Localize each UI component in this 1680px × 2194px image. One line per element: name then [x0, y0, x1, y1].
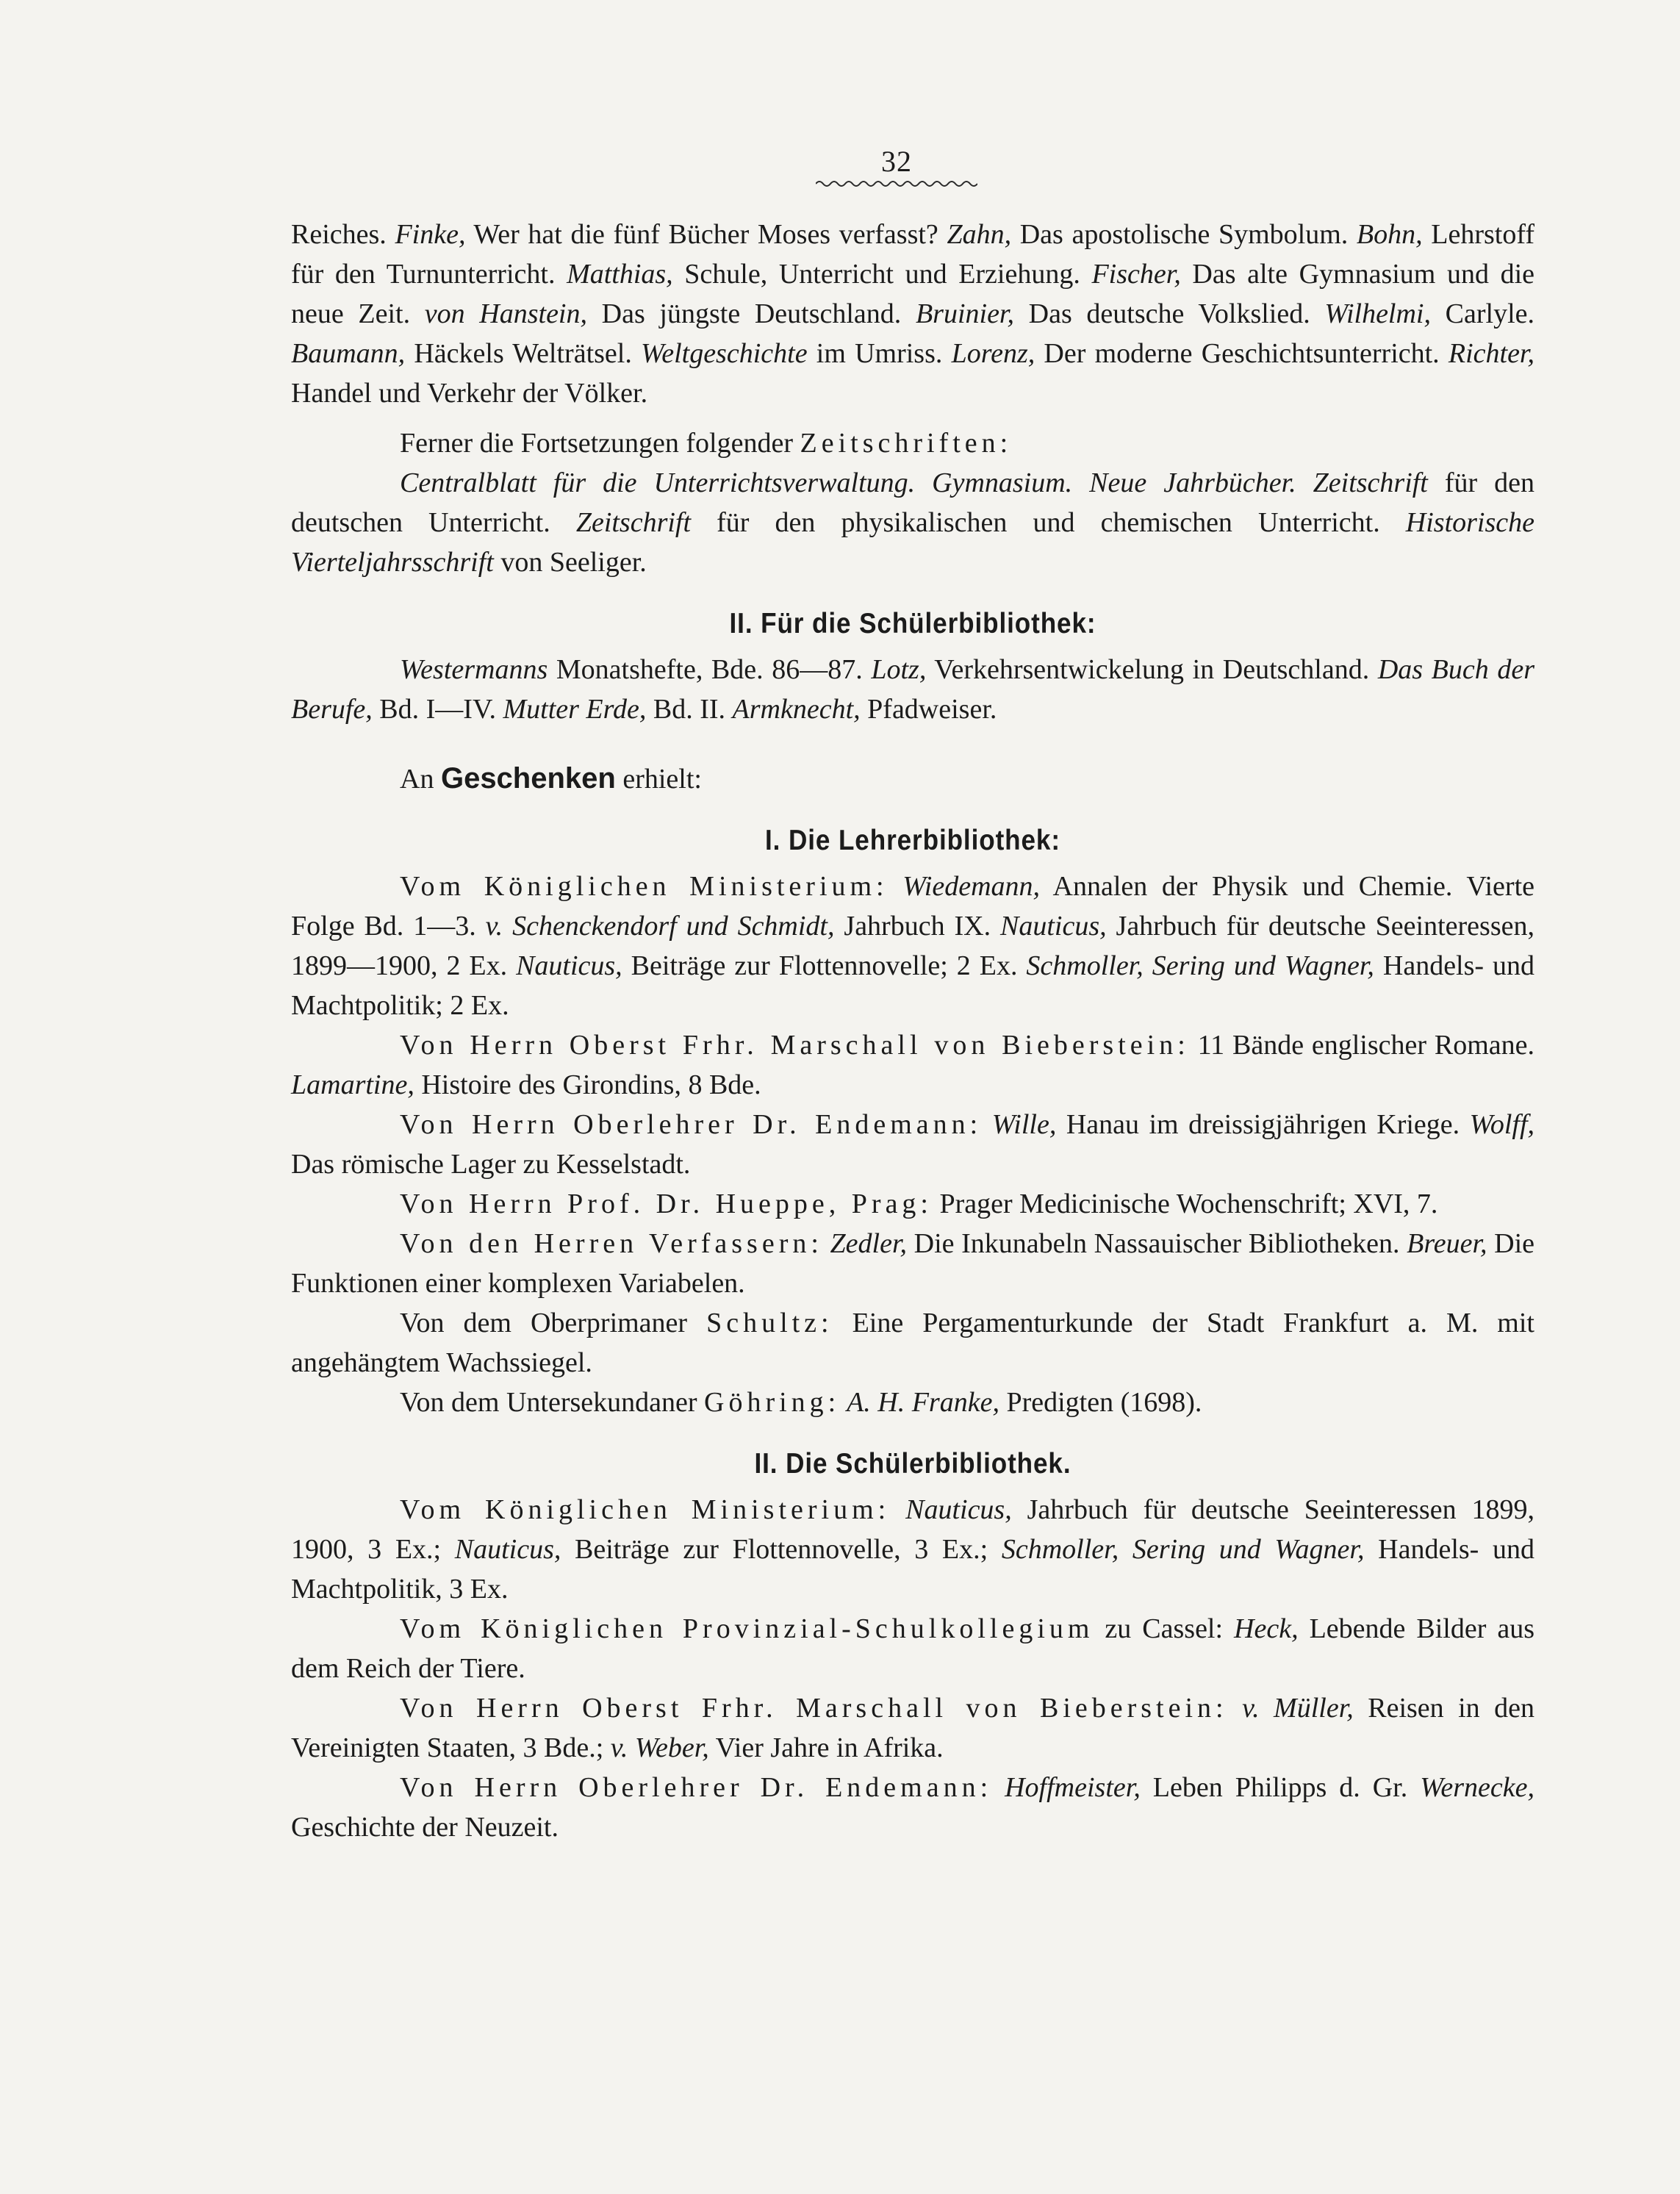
text-run: Ferner die Fortsetzungen folgender [400, 428, 800, 459]
author-name: Bohn, [1356, 219, 1423, 250]
donor-name: Von Herrn Prof. Dr. Hueppe, Prag: [400, 1189, 933, 1219]
author-name: Hoffmeister, [992, 1772, 1141, 1803]
text-run: Jahrbuch IX. [834, 911, 1000, 942]
paragraph-geschenke [291, 759, 1534, 799]
text-run: Das apostolische Symbolum. [1011, 219, 1357, 250]
author-name: Richter, [1448, 338, 1535, 369]
text-run: Jahrbuch für deutsche Seeinteressen 1899, 1900, 3 Ex.; [291, 1494, 1534, 1565]
text-run: Pfadweiser. [860, 694, 997, 725]
text-run: zu Cassel: [1094, 1613, 1235, 1644]
donation-entry [291, 1609, 1534, 1688]
paragraph-journals [291, 463, 1534, 582]
text-run: Das jüngste Deutschland. [587, 298, 916, 329]
author-name: Wilhelmi, [1324, 298, 1431, 329]
author-name: Zedler, [822, 1228, 908, 1259]
donation-entry [291, 1490, 1534, 1609]
author-name: Wille, [982, 1109, 1057, 1140]
text-run: erhielt: [615, 764, 702, 795]
text-run: Leben Philipps d. Gr. [1140, 1772, 1421, 1803]
text-run: Bd. II. [646, 694, 733, 725]
author-name: Baumann, [291, 338, 406, 369]
author-name: v. Weber, [610, 1732, 709, 1763]
donation-entry [291, 867, 1534, 1025]
text-run: Carlyle. [1431, 298, 1535, 329]
text-run: Prager Medicinische Wochenschrift; XVI, 7. [933, 1189, 1438, 1219]
book-title: Mutter Erde, [503, 694, 647, 725]
section-heading-lehrerbibliothek: I. Die Lehrerbibliothek: [765, 825, 1060, 856]
author-name: Wernecke, [1420, 1772, 1534, 1803]
author-name: Zahn, [947, 219, 1012, 250]
paragraph-continuation [291, 215, 1534, 413]
donation-entry [291, 1184, 1534, 1224]
page-number-block [801, 144, 992, 189]
text-run: Eine Pergamenturkunde der Stadt Frankfurt a. M. mit angehängtem Wachssiegel. [291, 1308, 1534, 1378]
journal-title: Centralblatt für die Unterrichtsverwaltung. Gymnasium. Neue Jahrbücher. Zeitschrift [400, 467, 1428, 498]
author-name: Weltgeschichte [641, 338, 808, 369]
author-name: Wiedemann, [888, 871, 1041, 902]
author-name: Breuer, [1407, 1228, 1487, 1259]
author-name: v. Müller, [1227, 1693, 1354, 1724]
bold-term: Geschenken [440, 762, 616, 795]
text-run: Beiträge zur Flottennovelle; 2 Ex. [622, 950, 1027, 981]
text-run: Bd. I—IV. [372, 694, 503, 725]
donation-entry [291, 1025, 1534, 1105]
author-name: Heck, [1234, 1613, 1299, 1644]
section-heading-schuelerbibliothek: II. Für die Schülerbibliothek: [729, 608, 1096, 639]
paragraph-ferner [291, 423, 1534, 463]
text-run: von Seeliger. [493, 547, 647, 578]
donor-name: Schultz: [706, 1308, 833, 1338]
text-run: Lehrstoff für den Turnunterricht. [291, 219, 1534, 290]
text-run: Vier Jahre in Afrika. [708, 1732, 944, 1763]
author-name: Fischer, [1091, 259, 1181, 290]
donor-name: Vom Königlichen Ministerium: [400, 871, 889, 902]
spaced-term: Zeitschriften [800, 428, 1000, 459]
author-name: Nauticus, [890, 1494, 1012, 1525]
page-body [291, 215, 1534, 1847]
text-run: im Umriss. [807, 338, 952, 369]
text-run: Verkehrsentwickelung in Deutschland. [926, 654, 1378, 685]
donor-name: Vom Königlichen Ministerium: [400, 1494, 891, 1525]
text-run: Handels- und Machtpolitik; 2 Ex. [291, 950, 1535, 1021]
book-title: Das Buch der Berufe, [291, 654, 1535, 725]
author-name: Lamartine, [291, 1069, 414, 1100]
text-run: An [400, 764, 441, 795]
donation-entry [291, 1224, 1534, 1303]
text-run: 11 Bände englischer Romane. [1189, 1030, 1534, 1061]
donation-entry [291, 1688, 1534, 1768]
section-heading-schuelerbibliothek-2: II. Die Schülerbibliothek. [754, 1448, 1071, 1480]
text-run: Annalen der Physik und Chemie. Vierte Folge Bd. 1—3. [291, 871, 1534, 942]
journal-title: Zeitschrift [575, 507, 692, 538]
author-name: Schmoller, Sering [1026, 950, 1225, 981]
donor-name: Von Herrn Oberlehrer Dr. Endemann: [400, 1772, 993, 1803]
journal-title: Historische Vierteljahrsschrift [291, 507, 1535, 578]
text-run: Reisen in den Vereinigten Staaten, 3 Bde.; [291, 1693, 1534, 1763]
page-number: 32 [881, 145, 912, 178]
donor-name: Vom Königlichen Provinzial-Schulkollegium [400, 1613, 1094, 1644]
text-run: Beiträge zur Flottennovelle, 3 Ex.; [561, 1534, 1002, 1565]
text-run: Handel und Verkehr der Völker. [291, 378, 648, 409]
text-run: Reiches. [291, 219, 395, 250]
text-run: Monatshefte, Bde. 86—87. [548, 654, 872, 685]
author-name: Wolff, [1469, 1109, 1534, 1140]
donor-name: Von den Herren Verfassern: [400, 1228, 823, 1259]
text-run: Die Inkunabeln Nassauischer Bibliotheken. [907, 1228, 1407, 1259]
author-name: A. H. Franke, [840, 1387, 999, 1418]
author-name: Finke, [395, 219, 466, 250]
donation-entry [291, 1105, 1534, 1184]
author-name: Bruinier, [915, 298, 1015, 329]
text-run: Geschichte der Neuzeit. [291, 1812, 559, 1843]
paragraph-schueler-1 [291, 650, 1534, 729]
text-run: Handels- und Machtpolitik, 3 Ex. [291, 1534, 1534, 1605]
text-run: Häckels Welträtsel. [405, 338, 642, 369]
author-name: Nauticus, [454, 1534, 561, 1565]
donation-entry [291, 1303, 1534, 1383]
text-run: Die Funktionen einer komplexen Variabelen. [291, 1228, 1535, 1299]
donor-name: Göhring: [704, 1387, 841, 1418]
text-run: Hanau im dreissigjährigen Kriege. [1056, 1109, 1470, 1140]
author-name: v. Schenckendorf und Schmidt, [485, 911, 835, 942]
text-run: Lebende Bilder aus dem Reich der Tiere. [291, 1613, 1535, 1684]
author-name: von Hanstein, [424, 298, 587, 329]
text-run: Jahrbuch für deutsche Seeinteressen, 1899—1900, 2 Ex. [291, 911, 1534, 981]
text-run: Das deutsche Volkslied. [1014, 298, 1325, 329]
text-run: Wer hat die fünf Bücher Moses verfasst? [465, 219, 947, 250]
author-name: Wagner, [1284, 950, 1374, 981]
author-name: Lotz, [871, 654, 927, 685]
text-run: für den physikalischen und chemischen Unterricht. [691, 507, 1406, 538]
text-run: : [999, 428, 1008, 459]
donation-entry [291, 1383, 1534, 1422]
text-run: für den deutschen Unterricht. [291, 467, 1534, 538]
author-name: Schmoller, Sering und Wagner, [1001, 1534, 1365, 1565]
author-name: Armknecht, [732, 694, 861, 725]
donor-name: Von Herrn Oberst Frhr. Marschall von Bieberstein: [400, 1030, 1190, 1061]
donor-name: Von Herrn Oberst Frhr. Marschall von Bieberstein: [400, 1693, 1228, 1724]
author-name: Lorenz, [951, 338, 1035, 369]
text-run: Schule, Unterricht und Erziehung. [672, 259, 1092, 290]
text-run: Predigten (1698). [999, 1387, 1202, 1418]
donor-name: Von Herrn Oberlehrer Dr. Endemann: [400, 1109, 983, 1140]
author-name: Nauticus, [1000, 911, 1107, 942]
text-run: Von dem Untersekundaner [400, 1387, 705, 1418]
text-run: und [1224, 950, 1285, 981]
author-name: Nauticus, [516, 950, 622, 981]
text-run: Histoire des Girondins, 8 Bde. [414, 1069, 761, 1100]
text-run: Der moderne Geschichtsunterricht. [1035, 338, 1449, 369]
text-run: Von dem Oberprimaner [400, 1308, 707, 1338]
wavy-ornament-icon [816, 179, 977, 189]
donation-entry [291, 1768, 1534, 1847]
text-run: Das alte Gymnasium und die neue Zeit. [291, 259, 1534, 329]
author-name: Matthias, [567, 259, 673, 290]
author-name: Westermanns [400, 654, 548, 685]
text-run: Das römische Lager zu Kesselstadt. [291, 1149, 691, 1180]
